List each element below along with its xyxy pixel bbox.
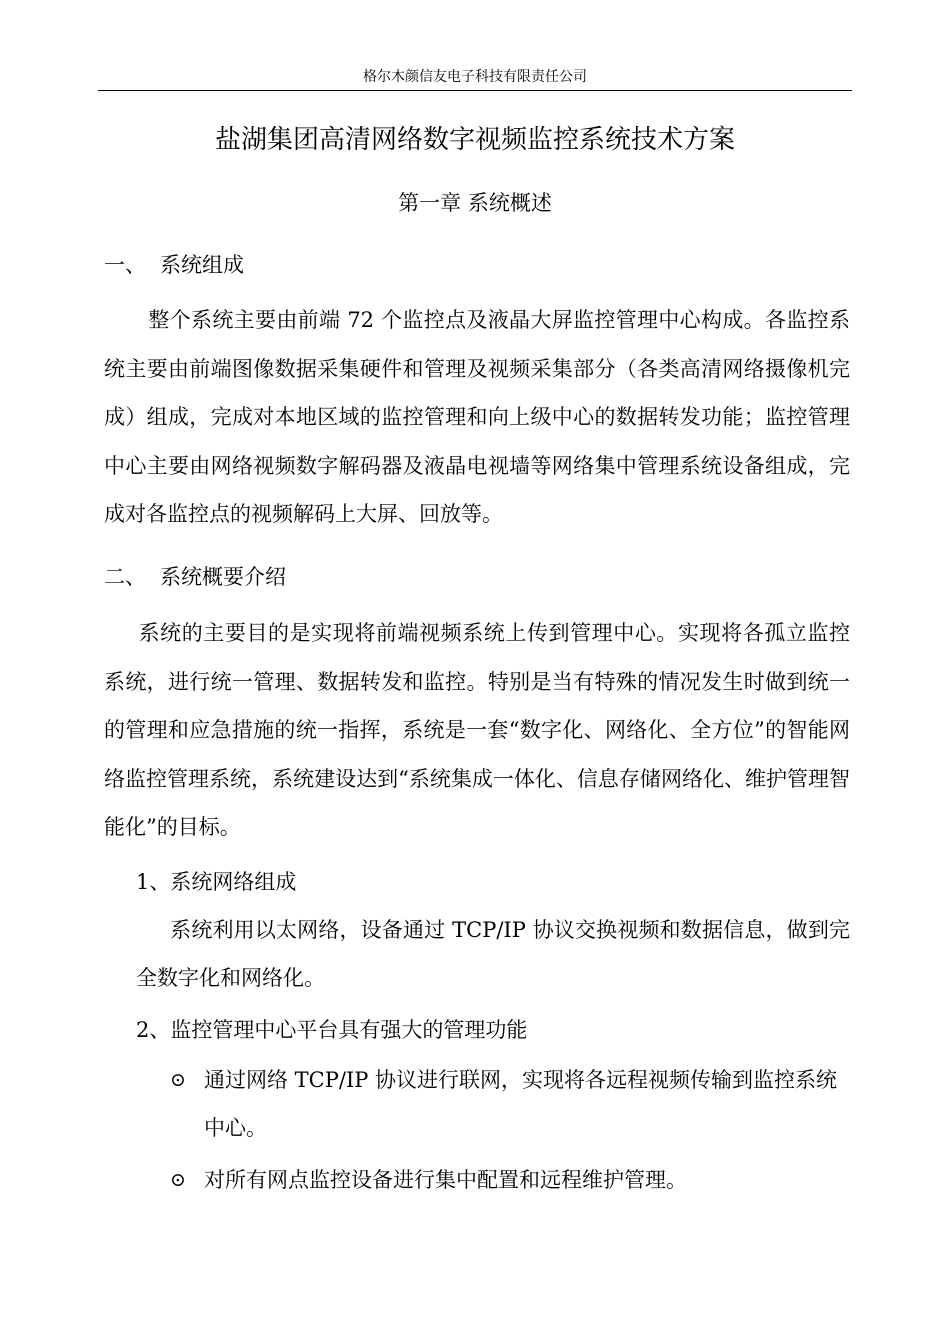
chapter-heading: 第一章 系统概述 [398,191,552,215]
subsection-2-heading: 2、监控管理中心平台具有强大的管理功能 [136,1018,528,1042]
bullet-circle-icon: ⊙ [170,1169,186,1191]
bullet-item [170,1056,850,1152]
section-1-title: 系统组成 [160,253,244,277]
bullet-circle-icon: ⊙ [170,1069,186,1091]
document-title: 盐湖集团高清网络数字视频监控系统技术方案 [214,125,735,155]
section-2-paragraph [104,609,850,852]
subsection-1-paragraph [136,906,850,1002]
section-2-text: 系统的主要目的是实现将前端视频系统上传到管理中心。实现将各孤立监控系统，进行统一管理、数据转发和监控。特别是当有特殊的情况发生时做到统一的管理和应急措施的统一指挥，系统是一套“数字化、网络化、全方位”的智能网络监控管理系统，系统建设达到“系统集成一体化、信息存储网络化、维护管理智能化”的目标。 [104,621,850,840]
section-2-number: 二、 [104,565,146,589]
section-1-heading [104,248,244,282]
section-1-text: 整个系统主要由前端 72 个监控点及液晶大屏监控管理中心构成。各监控系统主要由前端图像数据采集硬件和管理及视频采集部分（各类高清网络摄像机完成）组成，完成对本地区域的监控管理和向上级中心的数据转发功能；监控管理中心主要由网络视频数字解码器及液晶电视墙等网络集中管理系统设备组成，完成对各监控点的视频解码上大屏、回放等。 [104,308,850,527]
company-name: 格尔木颜信友电子科技有限责任公司 [363,69,587,85]
subsection-1-heading: 1、系统网络组成 [136,870,297,894]
bullet-item [170,1156,850,1204]
bullet-text: 对所有网点监控设备进行集中配置和远程维护管理。 [204,1168,687,1192]
bullet-text: 通过网络 TCP/IP 协议进行联网，实现将各远程视频传输到监控系统中心。 [204,1068,838,1140]
section-2-heading [104,560,286,594]
section-2-title: 系统概要介绍 [160,565,286,589]
subsection-1-text: 系统利用以太网络，设备通过 TCP/IP 协议交换视频和数据信息，做到完全数字化和网络化。 [136,918,850,990]
section-1-paragraph [104,296,850,539]
page-header [98,66,852,91]
section-1-number: 一、 [104,253,146,277]
